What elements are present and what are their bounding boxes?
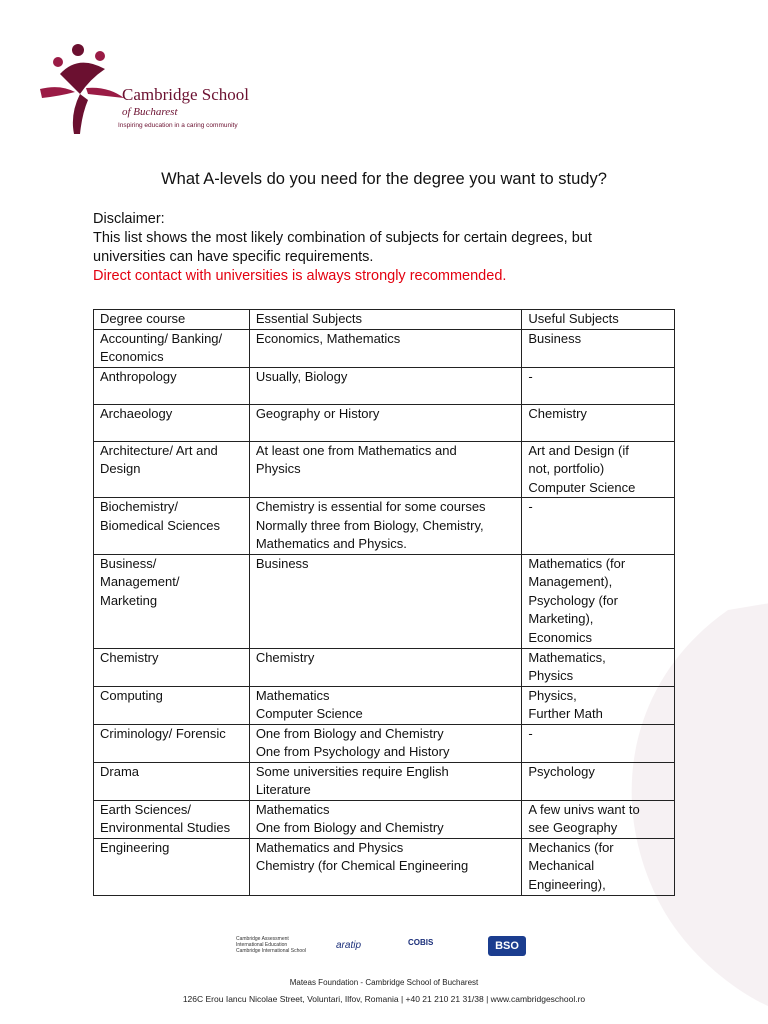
school-tagline: Inspiring education in a caring community (118, 122, 238, 129)
footer-foundation: Mateas Foundation - Cambridge School of Bucharest (289, 978, 479, 987)
degree-cell (94, 648, 250, 686)
cell-text: - (528, 499, 533, 514)
cell-text: Accounting/ Banking/ (100, 330, 223, 346)
degree-cell (94, 554, 250, 648)
aratip-logo: aratip (336, 940, 362, 951)
table-row (94, 367, 675, 404)
essential-cell (249, 762, 522, 800)
table-row (94, 554, 675, 648)
cell-text: Management), (528, 574, 613, 589)
cell-text: Chemistry is essential for some courses (255, 499, 486, 514)
degree-cell (94, 441, 250, 498)
disclaimer-line: universities can have specific requirements. (93, 249, 374, 265)
subjects-table (93, 309, 675, 896)
cell-text: Mechanical (528, 858, 595, 873)
partner-logos (236, 930, 536, 964)
essential-cell (249, 441, 522, 498)
cell-text: Marketing), (528, 611, 594, 626)
table-row (94, 838, 675, 895)
cell-text: Engineering), (528, 876, 606, 892)
disclaimer-warning: Direct contact with universities is always strongly recommended. (93, 268, 507, 284)
cell-text: Biomedical Sciences (100, 517, 220, 533)
cell-text: Economics (528, 629, 592, 645)
essential-cell (249, 367, 522, 404)
cell-text: Biochemistry/ (100, 499, 179, 514)
degree-cell (94, 498, 250, 555)
cell-text: Some universities require English (255, 763, 449, 779)
useful-cell (522, 367, 675, 404)
cell-text: Chemistry (528, 405, 587, 421)
cell-text: A few univs want to (528, 801, 640, 817)
table-row (94, 724, 675, 762)
cobis-logo: COBIS (408, 938, 434, 947)
cambridge-assessment-logo (236, 930, 322, 964)
cell-text: Physics (255, 461, 301, 476)
cell-text: Business (528, 330, 582, 346)
cell-text: Criminology/ Forensic (100, 725, 226, 741)
cell-text: Literature (255, 782, 311, 797)
cell-text: Mathematics (255, 687, 330, 703)
useful-cell (522, 441, 675, 498)
cell-text: Anthropology (100, 368, 177, 384)
school-name: Cambridge School (122, 85, 250, 104)
cell-text: One from Biology and Chemistry (255, 820, 444, 835)
cell-text: Business/ (100, 555, 157, 571)
bso-logo (488, 930, 528, 964)
cell-text: One from Psychology and History (255, 744, 450, 759)
bso-badge: BSO (488, 936, 526, 956)
cell-text: Normally three from Biology, Chemistry, (255, 517, 484, 533)
cell-text: see Geography (528, 820, 618, 835)
cell-text: Chemistry (for Chemical Engineering (255, 858, 469, 873)
cell-text: Geography or History (255, 405, 380, 421)
cell-text: Further Math (528, 706, 603, 721)
cell-text: Art and Design (if (528, 442, 629, 458)
cell-text: Earth Sciences/ (100, 801, 192, 817)
cell-text: Chemistry (100, 649, 159, 665)
table-row (94, 762, 675, 800)
footer-address: 126C Erou Iancu Nicolae Street, Voluntari, Ilfov, Romania | +40 21 210 21 31/38 | www.cambridgeschool.ro (182, 994, 586, 1004)
header-useful: Useful Subjects (522, 310, 675, 330)
cell-text: Economics (100, 349, 164, 364)
table-row (94, 404, 675, 441)
useful-cell (522, 498, 675, 555)
cell-text: Drama (100, 763, 140, 779)
cell-text: Physics, (528, 687, 577, 703)
cell-text: Computer Science (255, 706, 363, 721)
cell-text: Psychology (528, 763, 595, 779)
cell-text: Mathematics and Physics (255, 839, 404, 855)
cell-text: Psychology (for (528, 592, 618, 608)
degree-cell (94, 724, 250, 762)
table-row (94, 329, 675, 367)
cell-text: Mathematics (255, 801, 330, 817)
essential-cell (249, 838, 522, 895)
table-header-row (94, 310, 675, 330)
logo-figures-icon (30, 34, 130, 134)
cell-text: Architecture/ Art and (100, 442, 218, 458)
header-degree: Degree course (94, 310, 250, 330)
essential-cell (249, 686, 522, 724)
useful-cell (522, 686, 675, 724)
school-sub: of Bucharest (122, 106, 178, 118)
degree-cell (94, 686, 250, 724)
degree-cell (94, 800, 250, 838)
degree-cell (94, 404, 250, 441)
cell-text: Archaeology (100, 405, 173, 421)
cell-text: Environmental Studies (100, 820, 231, 835)
useful-cell (522, 838, 675, 895)
useful-cell (522, 762, 675, 800)
essential-cell (249, 554, 522, 648)
header-essential: Essential Subjects (249, 310, 522, 330)
cell-text: Computer Science (528, 479, 636, 495)
essential-cell (249, 498, 522, 555)
table-row (94, 498, 675, 555)
cell-text: Design (100, 461, 141, 476)
cell-text: Mathematics (for (528, 555, 626, 571)
cell-text: Physics (528, 668, 574, 683)
cell-text: Engineering (100, 839, 170, 855)
useful-cell (522, 800, 675, 838)
cell-text: Marketing (100, 592, 158, 608)
cell-text: Economics, Mathematics (255, 330, 401, 346)
cell-text: Computing (100, 687, 163, 703)
school-logo (30, 34, 250, 144)
disclaimer (93, 210, 683, 286)
cell-text: - (528, 368, 533, 384)
disclaimer-heading: Disclaimer: (93, 211, 165, 227)
cell-text: One from Biology and Chemistry (255, 725, 444, 741)
cell-text: - (528, 725, 533, 741)
degree-cell (94, 838, 250, 895)
essential-cell (249, 724, 522, 762)
page-title: What A-levels do you need for the degree you want to study? (161, 170, 607, 188)
useful-cell (522, 648, 675, 686)
cell-text: Business (255, 555, 309, 571)
partner-text: Cambridge International School (236, 948, 307, 954)
cell-text: Mathematics and Physics. (255, 536, 407, 551)
partner-text: Cambridge Assessment (236, 936, 289, 942)
cell-text: Chemistry (255, 649, 315, 665)
cell-text: At least one from Mathematics and (255, 442, 457, 458)
cell-text: not, portfolio) (528, 461, 605, 476)
cell-text: Mathematics, (528, 649, 606, 665)
useful-cell (522, 329, 675, 367)
cell-text: Usually, Biology (255, 368, 348, 384)
essential-cell (249, 800, 522, 838)
essential-cell (249, 329, 522, 367)
essential-cell (249, 404, 522, 441)
useful-cell (522, 554, 675, 648)
partner-text: International Education (236, 942, 288, 948)
table-row (94, 441, 675, 498)
degree-cell (94, 329, 250, 367)
table-row (94, 800, 675, 838)
cell-text: Management/ (100, 574, 180, 589)
degree-cell (94, 762, 250, 800)
useful-cell (522, 404, 675, 441)
disclaimer-line: This list shows the most likely combination of subjects for certain degrees, but (93, 230, 592, 246)
useful-cell (522, 724, 675, 762)
cell-text: Mechanics (for (528, 839, 614, 855)
table-row (94, 648, 675, 686)
table-row (94, 686, 675, 724)
essential-cell (249, 648, 522, 686)
degree-cell (94, 367, 250, 404)
